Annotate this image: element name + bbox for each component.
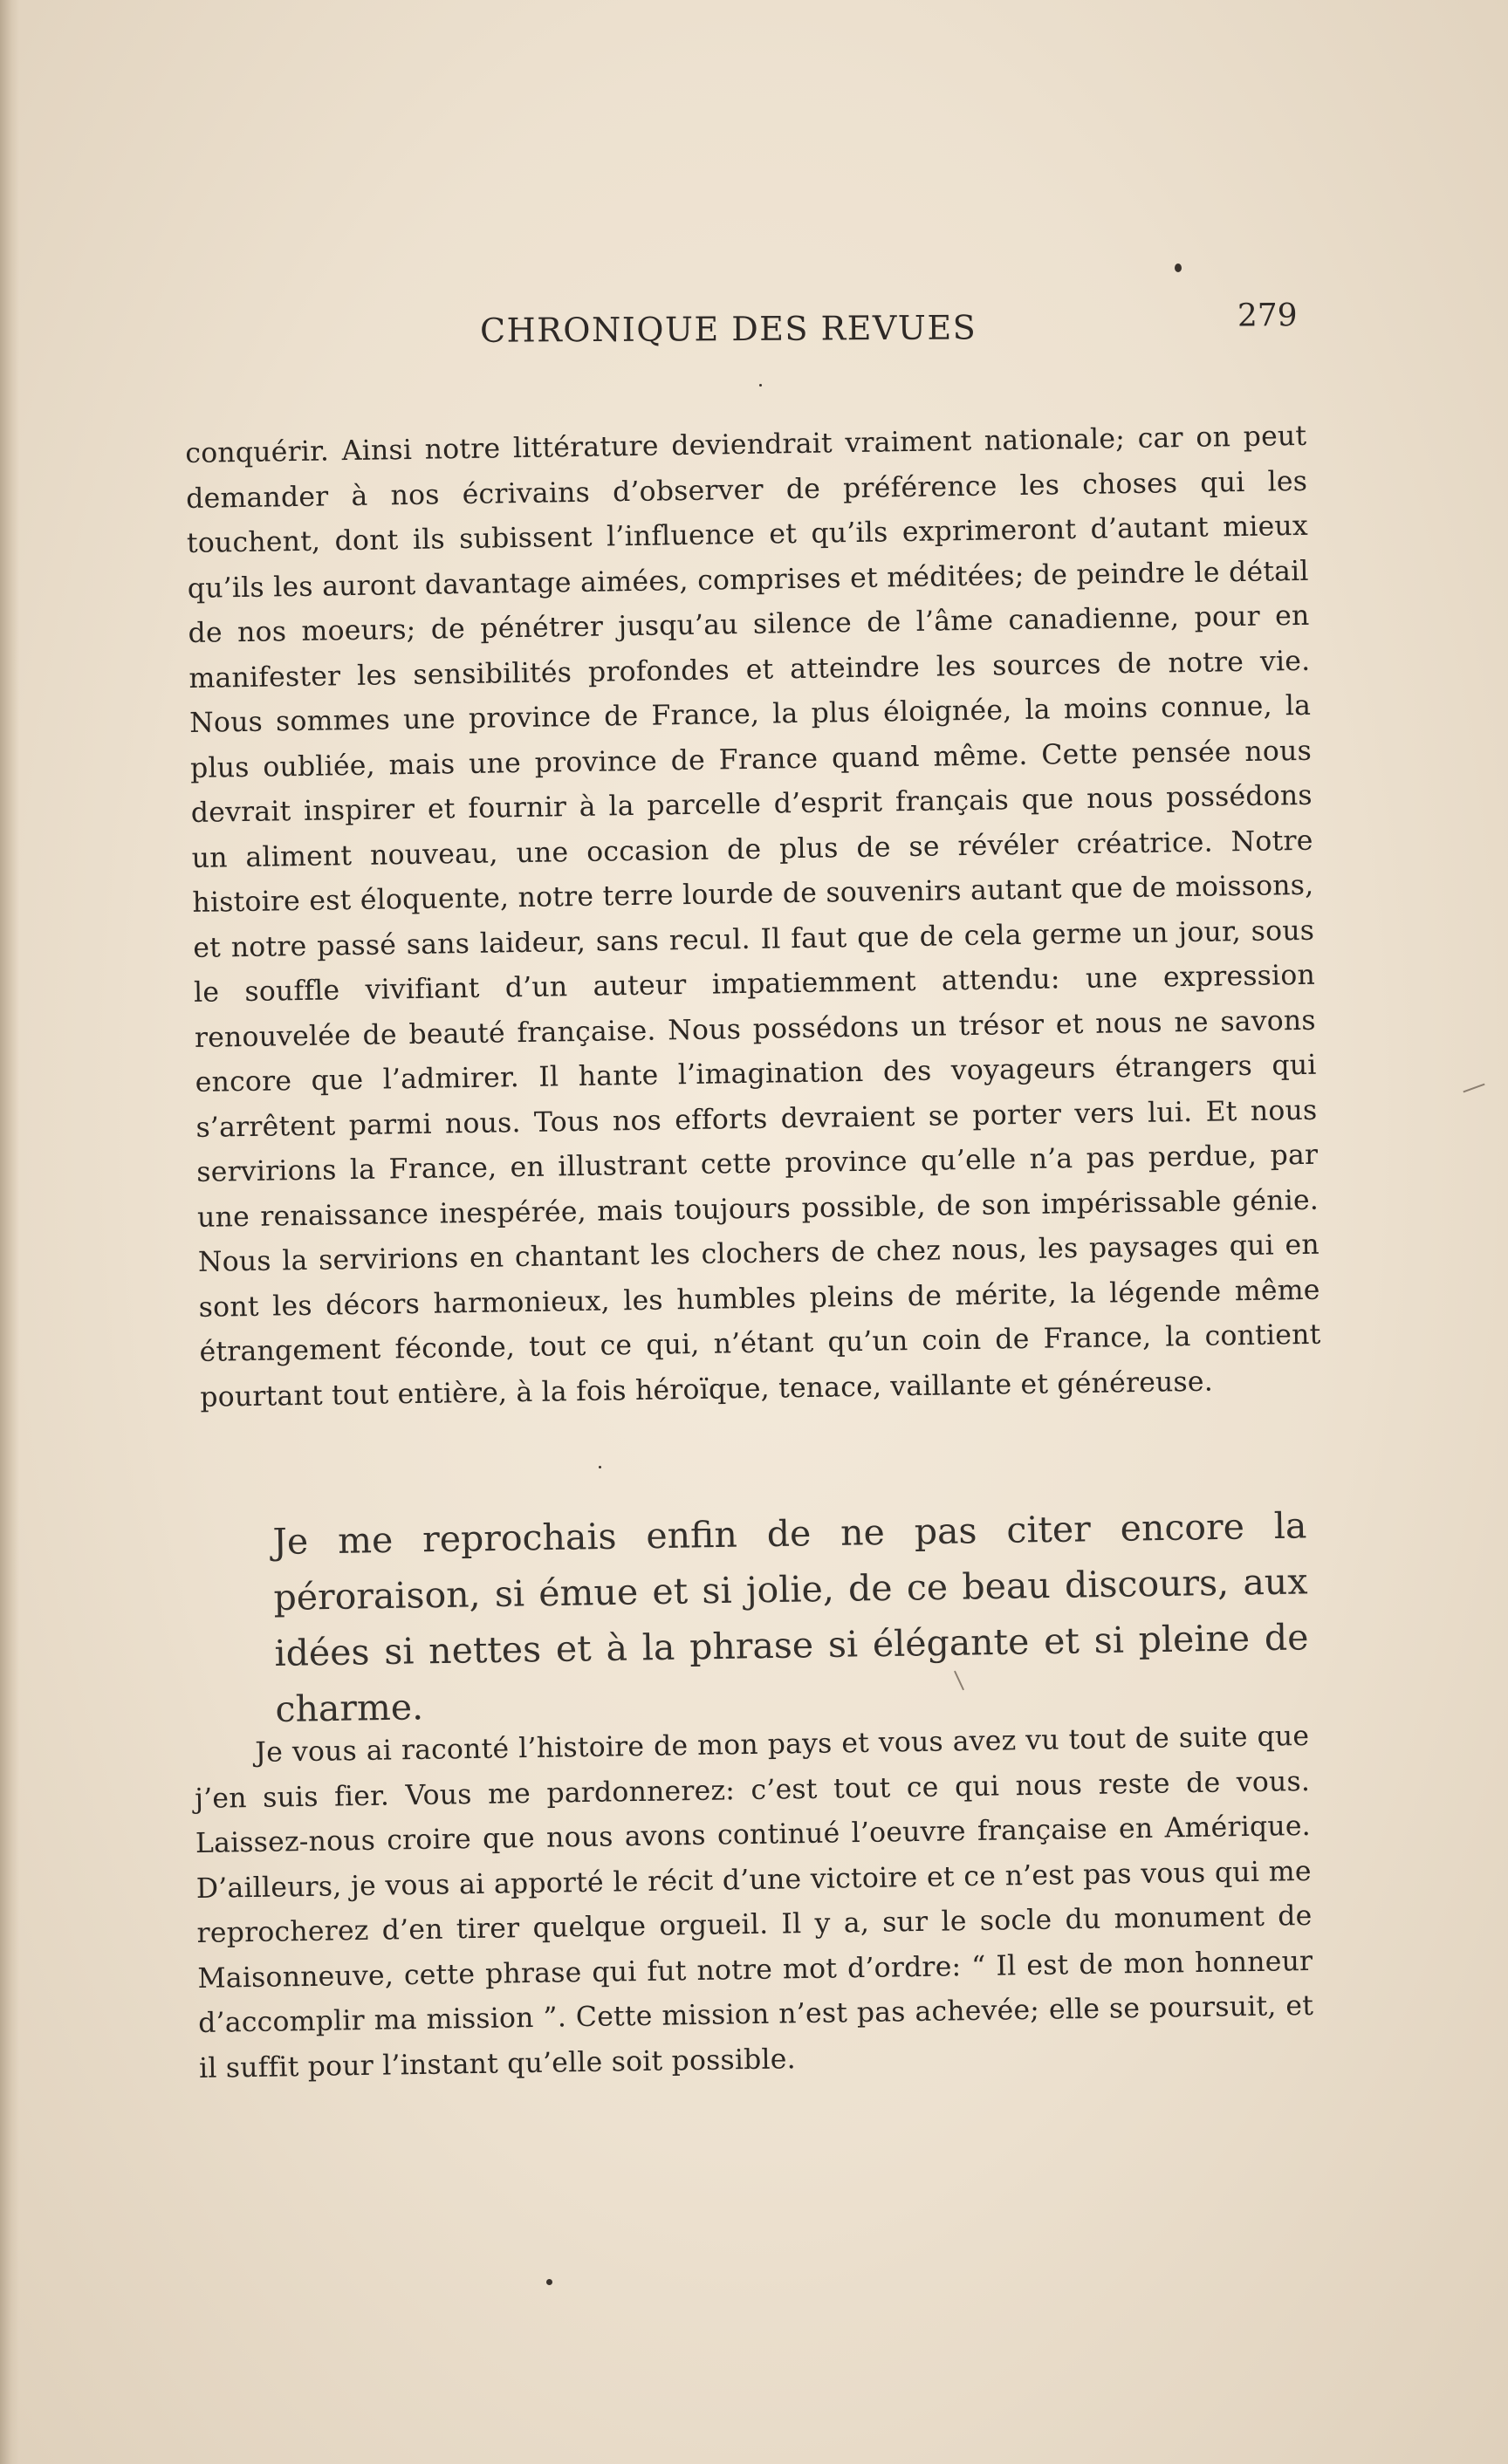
page-binding-shadow xyxy=(0,0,19,2464)
interjection-paragraph: Je me reprochais enfin de ne pas citer encore la péroraison, si émue et si jolie, de ce beau discours, aux idées si nettes et à la phrase si élégante et si pleine de charme. xyxy=(272,1504,1309,1730)
margin-mark xyxy=(1463,1084,1484,1093)
body-paragraph-block xyxy=(185,414,1322,1420)
ink-speck xyxy=(599,1466,601,1468)
ink-speck xyxy=(759,384,762,387)
closing-quote-block xyxy=(194,1715,1314,2091)
page-number: 279 xyxy=(1237,298,1298,334)
running-title: CHRONIQUE DES REVUES xyxy=(479,308,977,350)
page-header xyxy=(175,293,1309,361)
closing-quote-paragraph: Je vous ai raconté l’histoire de mon pays et vous avez vu tout de suite que j’en suis fier. Vous me pardonnerez: c’est tout ce qui nous reste de vous. Laissez-nous croire que nous avons continué l’oeuvre française en Amérique. D’ailleurs, je vous ai apporté le récit d’une victoire et ce n’est pas vous qui me reprocherez d’en tirer quelque orgueil. Il y a, sur le socle du monument de Maisonneuve, cette phrase qui fut notre mot d’ordre: “ Il est de mon honneur d’accomplir ma mission ”. Cette mission n’est pas achevée; elle se poursuit, et il suffit pour l’instant qu’elle soit possible. xyxy=(194,1720,1314,2084)
interjection-block xyxy=(272,1497,1310,1737)
ink-speck xyxy=(1175,264,1182,272)
ink-speck xyxy=(546,2279,552,2285)
body-paragraph: conquérir. Ainsi notre littérature deviendrait vraiment nationale; car on peut demander à nos écrivains d’observer de préférence les choses qui les touchent, dont ils subissent l’influence et qu’ils exprimeront d’autant mieux qu’ils les auront davantage aimées, comprises et méditées; de peindre le détail de nos moeurs; de pénétrer jusqu’au silence de l’âme canadienne, pour en manifester les sensibilités profondes et atteindre les sources de notre vie. Nous sommes une province de France, la plus éloignée, la moins connue, la plus oubliée, mais une province de France quand même. Cette pensée nous devrait inspirer et fournir à la parcelle d’esprit français que nous possédons un aliment nouveau, une occasion de plus de se révéler créatrice. Notre histoire est éloquente, notre terre lourde de souvenirs autant que de moissons, et notre passé sans laideur, sans recul. Il faut que de cela germe un jour, sous le souffle vivifiant d’un auteur impatiemment attendu: une expression renouvelée de beauté française. Nous possédons un trésor et nous ne savons encore que l’admirer. Il hante l’imagination des voyageurs étrangers qui s’arrêtent parmi nous. Tous nos efforts devraient se porter vers lui. Et nous servirions la France, en illustrant cette province qu’elle n’a pas perdue, par une renaissance inespérée, mais toujours possible, de son impérissable génie. Nous la servirions en chantant les clochers de chez nous, les paysages qui en sont les décors harmonieux, les humbles pleins de mérite, la légende même étrangement féconde, tout ce qui, n’étant qu’un coin de France, la contient pourtant tout entière, à la fois héroïque, tenace, vaillante et généreuse. xyxy=(185,420,1321,1413)
